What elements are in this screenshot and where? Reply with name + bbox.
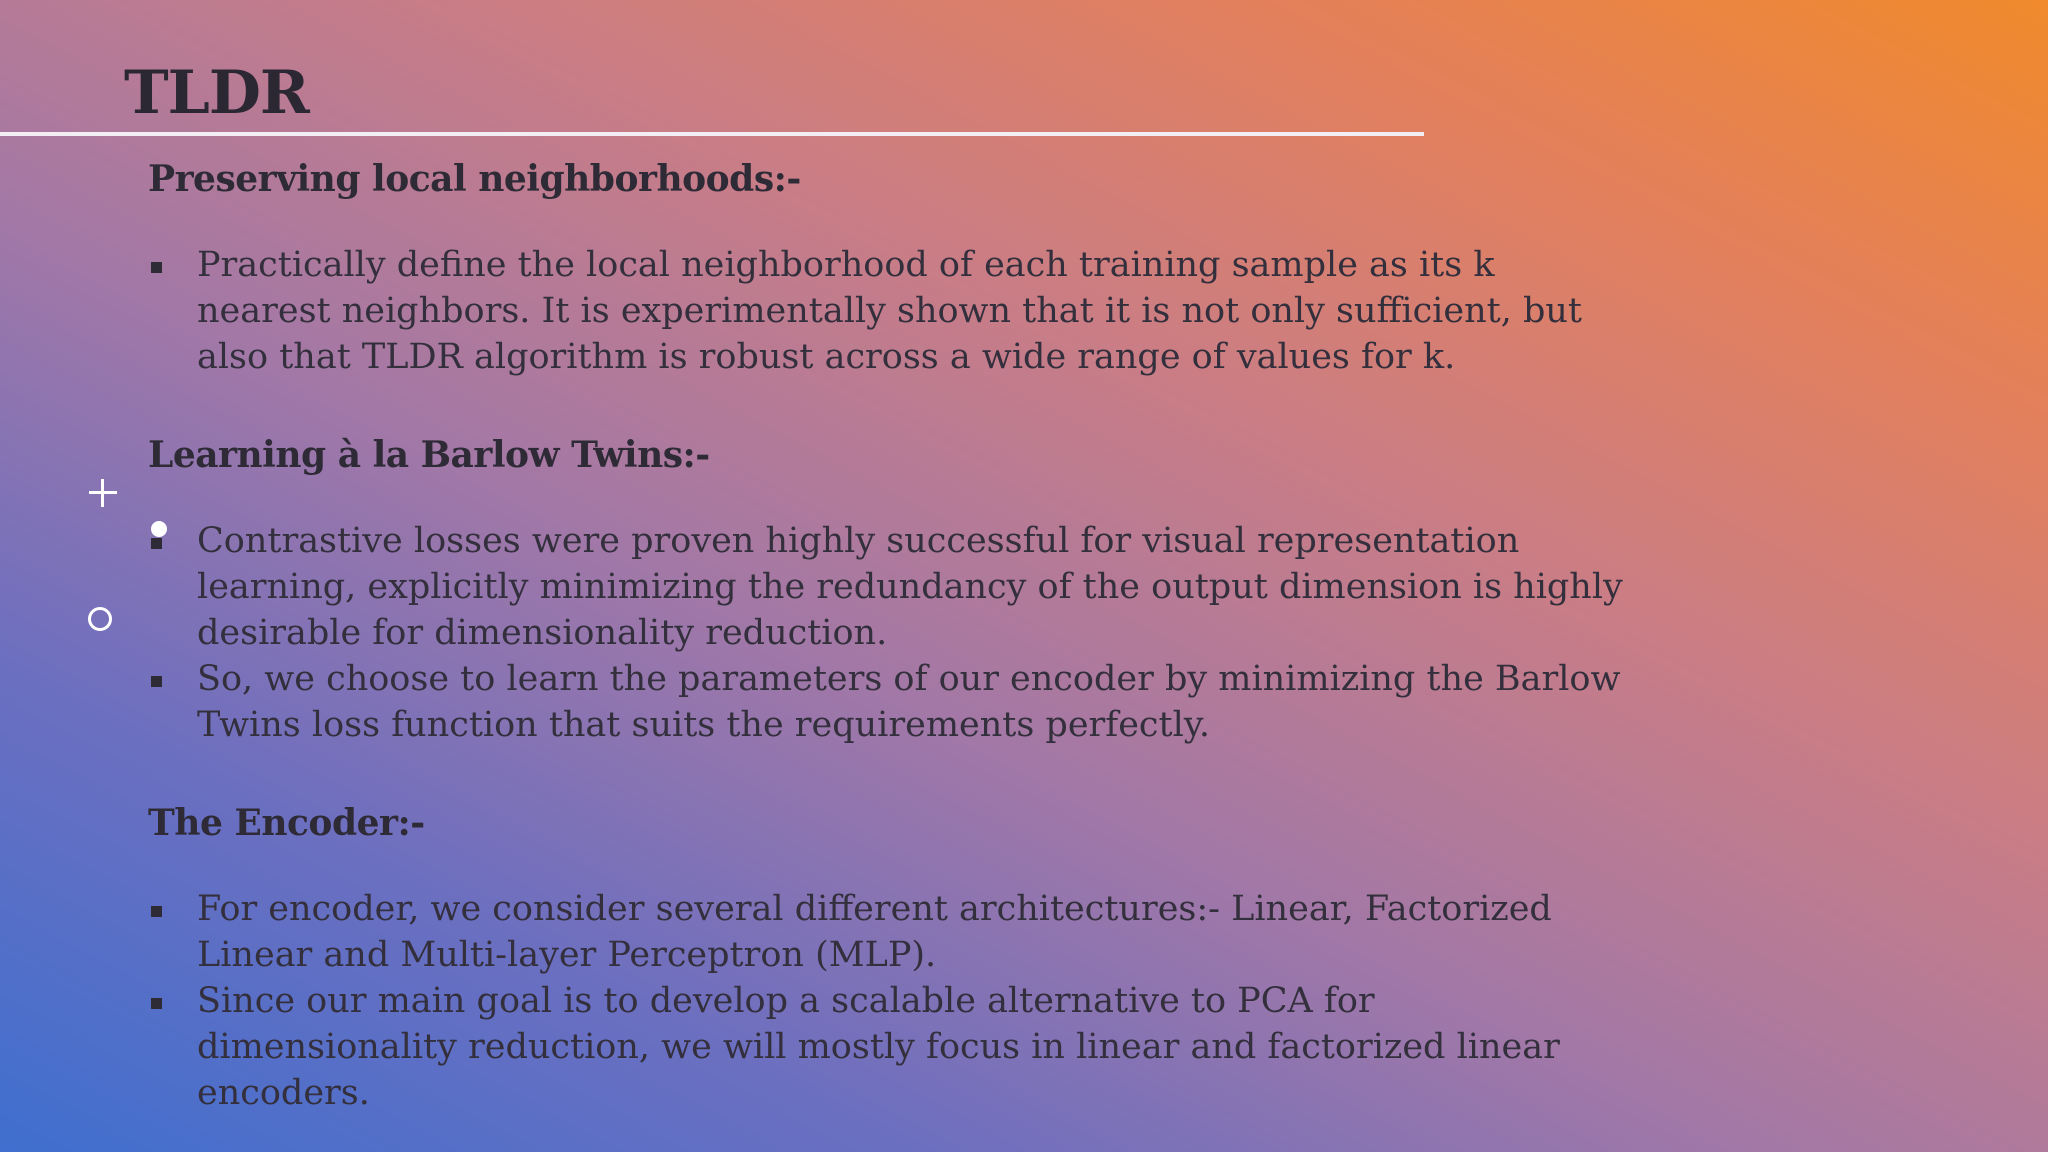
- section-heading-barlow-twins: Learning à la Barlow Twins:-: [148, 434, 710, 476]
- list-item: [148, 518, 1628, 656]
- square-bullet-icon: [151, 262, 162, 273]
- bullet-text: Practically define the local neighborhood of each training sample as its k nearest neighbors. It is experimentally shown that it is not only sufficient, but also that TLDR algorithm is robust across a wide range of values for k.: [197, 245, 1582, 377]
- square-bullet-icon: [151, 998, 162, 1009]
- list-item: [148, 656, 1628, 748]
- title-divider: [0, 132, 1424, 136]
- square-bullet-icon: [151, 676, 162, 687]
- bullet-list-barlow-twins: [148, 518, 1628, 748]
- slide-title: TLDR: [124, 58, 309, 128]
- square-bullet-icon: [151, 906, 162, 917]
- section-heading-neighborhoods: Preserving local neighborhoods:-: [148, 158, 801, 200]
- ring-icon: [88, 607, 112, 631]
- square-bullet-icon: [151, 538, 162, 549]
- dot-icon: [151, 521, 167, 537]
- bullet-list-encoder: [148, 886, 1628, 1116]
- bullet-text: So, we choose to learn the parameters of our encoder by minimizing the Barlow Twins loss function that suits the requirements perfectly.: [197, 659, 1621, 745]
- list-item: [148, 978, 1628, 1116]
- list-item: [148, 242, 1628, 380]
- bullet-text: For encoder, we consider several different architectures:- Linear, Factorized Linear and Multi-layer Perceptron (MLP).: [197, 889, 1552, 975]
- bullet-text: Contrastive losses were proven highly successful for visual representation learning, explicitly minimizing the redundancy of the output dimension is highly desirable for dimensionality reduction.: [197, 521, 1623, 653]
- plus-icon: [89, 479, 117, 507]
- bullet-list-neighborhoods: [148, 242, 1628, 380]
- list-item: [148, 886, 1628, 978]
- bullet-text: Since our main goal is to develop a scalable alternative to PCA for dimensionality reduction, we will mostly focus in linear and factorized linear encoders.: [197, 981, 1560, 1113]
- section-heading-encoder: The Encoder:-: [148, 802, 425, 844]
- slide-body: [148, 150, 1628, 1116]
